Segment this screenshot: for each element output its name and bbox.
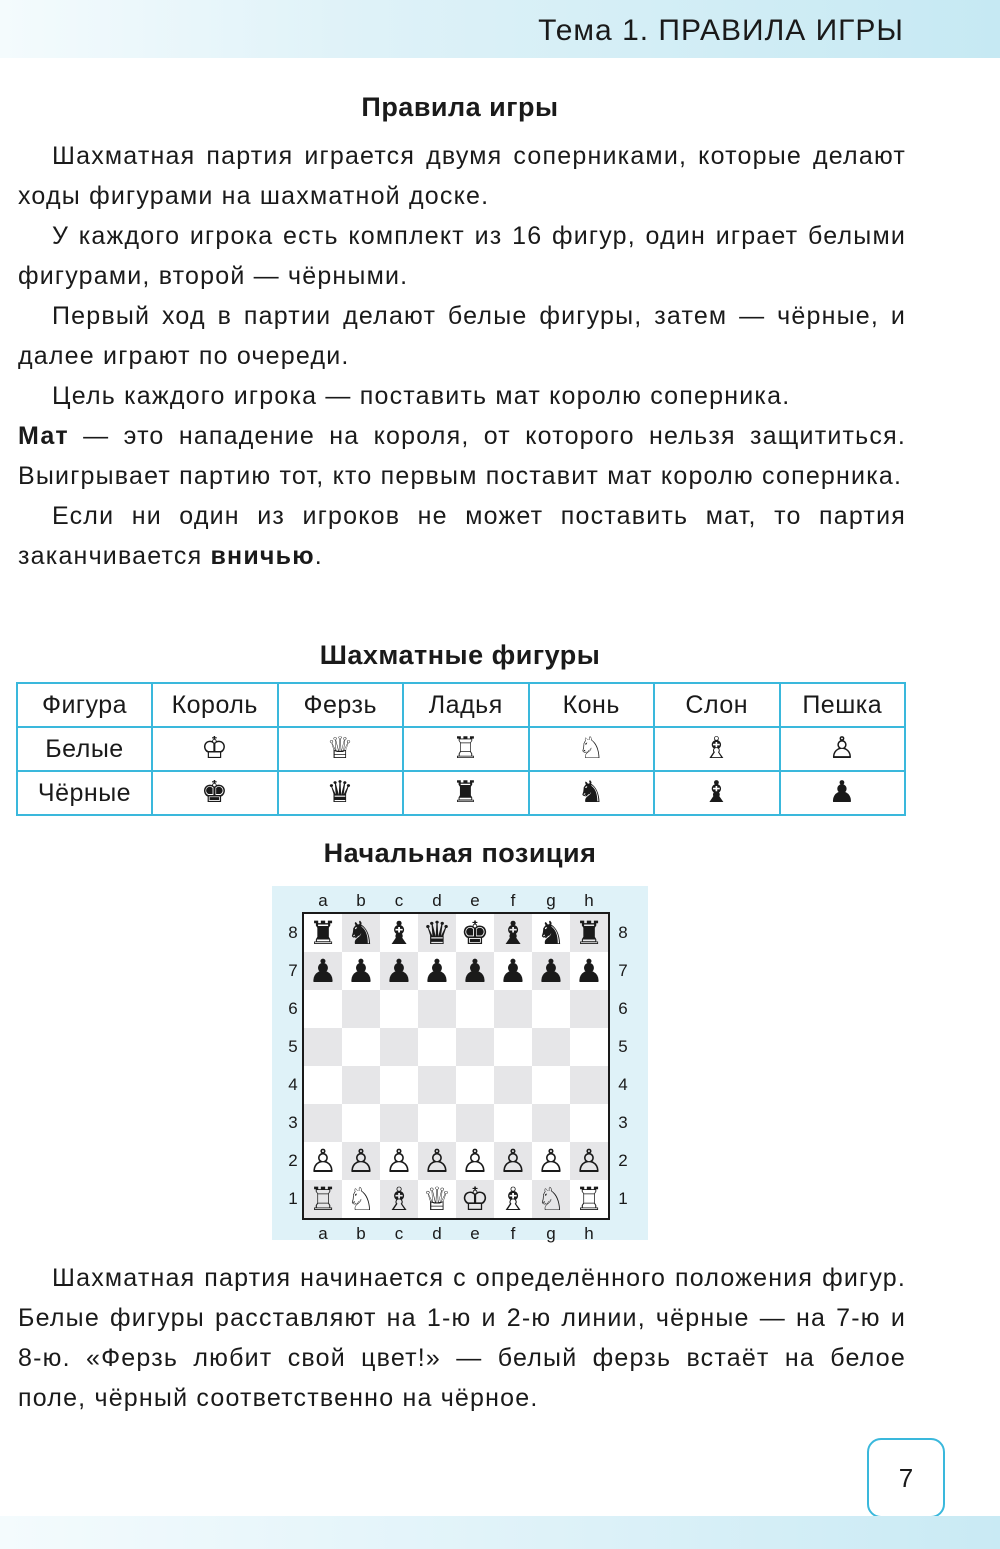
white-pieces-row [17,727,905,771]
rank-label-left: 1 [288,1189,298,1208]
square-h5 [570,1028,608,1066]
square-g1: ♘ [532,1180,570,1218]
square-a1: ♖ [304,1180,342,1218]
square-h4 [570,1066,608,1104]
square-c8: ♝ [384,914,414,952]
square-d7: ♟ [422,952,452,990]
square-e6 [456,990,494,1028]
white-king-icon: ♔ [152,727,278,771]
square-b3 [342,1104,380,1142]
black-knight-icon: ♞ [529,771,655,815]
square-d8: ♛ [418,914,456,952]
rank-label-right: 6 [618,999,628,1018]
square-f8: ♝ [494,914,532,952]
square-h3 [570,1104,608,1142]
rules-paragraph-4: Цель каждого игрока — поставить мат королю соперника. [52,382,791,410]
rules-heading: Правила игры [361,92,559,122]
file-label-bottom: e [470,1224,480,1243]
square-d3 [418,1104,456,1142]
square-f4 [494,1066,532,1104]
white-bishop-icon: ♗ [654,727,780,771]
square-f3 [494,1104,532,1142]
file-label-bottom: f [510,1224,516,1243]
rank-label-right: 8 [618,923,628,942]
rank-label-right: 4 [618,1075,628,1094]
col-header-rook: Ладья [403,683,529,727]
square-a8: ♜ [308,914,338,952]
square-b2: ♙ [342,1142,380,1180]
file-label-top: g [546,891,556,910]
square-h1: ♖ [574,1180,604,1218]
rank-label-left: 8 [288,923,298,942]
white-queen-icon: ♕ [278,727,404,771]
square-d6 [418,990,456,1028]
rank-label-left: 2 [288,1151,298,1170]
square-g3 [532,1104,570,1142]
square-g4 [532,1066,570,1104]
file-label-top: f [510,891,516,910]
square-e8: ♚ [460,914,490,952]
square-h8: ♜ [570,914,608,952]
square-a4 [304,1066,342,1104]
rank-label-left: 7 [288,961,298,980]
square-a6 [304,990,342,1028]
rank-label-right: 1 [618,1189,628,1208]
square-h6 [570,990,608,1028]
mate-term: Мат [18,422,69,450]
pieces-table [16,682,906,816]
square-e2: ♙ [460,1142,490,1180]
square-c3 [380,1104,418,1142]
closing-paragraph: Шахматная партия начинается с определённого положения фигур. Белые фигуры расставляют на 1-ю и 2-ю линии, чёрные — на 7-ю и 8-ю. «Ферзь любит свой цвет!» — белый ферзь встаёт на белое поле, чёрный соответственно на чёрное. [18,1264,906,1412]
start-position-heading: Начальная позиция [323,838,597,868]
square-g7: ♟ [532,952,570,990]
rules-paragraph-2: У каждого игрока есть комплект из 16 фигур, один играет белыми фигурами, второй — чёрными. [18,222,906,290]
col-header-knight: Конь [529,683,655,727]
square-f2: ♙ [494,1142,532,1180]
col-header-king: Король [152,683,278,727]
rules-paragraph-6 [18,496,906,576]
chapter-title: Тема 1. ПРАВИЛА ИГРЫ [538,14,904,47]
square-d2: ♙ [418,1142,456,1180]
rank-label-right: 2 [618,1151,628,1170]
square-c4 [380,1066,418,1104]
file-label-top: a [318,891,328,910]
square-e1: ♔ [456,1180,494,1218]
square-c1: ♗ [380,1180,418,1218]
chessboard-diagram [272,886,648,1243]
square-h2: ♙ [570,1142,608,1180]
black-pieces-row [17,771,905,815]
chessboard [302,912,610,1220]
square-c6 [380,990,418,1028]
square-c7: ♟ [380,952,418,990]
file-label-bottom: h [584,1224,594,1243]
square-d5 [418,1028,456,1066]
square-e7: ♟ [456,952,494,990]
square-a2: ♙ [308,1142,338,1180]
col-header-bishop: Слон [654,683,780,727]
file-label-top: d [432,891,442,910]
pieces-header-row [17,683,905,727]
file-label-top: e [470,891,480,910]
square-b8: ♞ [342,914,380,952]
rank-label-left: 5 [288,1037,298,1056]
black-pawn-icon: ♟ [780,771,906,815]
square-e3 [456,1104,494,1142]
square-f5 [494,1028,532,1066]
square-g2: ♙ [536,1142,566,1180]
white-rook-icon: ♖ [403,727,529,771]
rules-paragraph-5 [18,416,906,496]
square-b1: ♘ [346,1180,376,1218]
rank-label-left: 4 [288,1075,298,1094]
white-pawn-icon: ♙ [780,727,906,771]
square-c5 [380,1028,418,1066]
file-label-bottom: c [394,1224,404,1243]
mate-definition: — это нападение на короля, от которого нельзя защититься. Выигрывает партию тот, кто первым поставит мат королю соперника. [18,422,906,490]
square-f7: ♟ [498,952,528,990]
page-number: 7 [867,1438,945,1518]
square-g6 [532,990,570,1028]
square-d4 [418,1066,456,1104]
file-label-bottom: g [546,1224,556,1243]
col-header-pawn: Пешка [780,683,906,727]
rank-label-right: 7 [618,961,628,980]
file-label-top: c [394,891,404,910]
square-a5 [304,1028,342,1066]
header-band [0,0,1000,58]
footer-band [0,1516,1000,1549]
rank-label-left: 3 [288,1113,298,1132]
col-header-piece: Фигура [17,683,152,727]
file-label-bottom: d [432,1224,442,1243]
rules-text [18,136,906,576]
rules-paragraph-3: Первый ход в партии делают белые фигуры, затем — чёрные, и далее играют по очереди. [18,302,906,370]
draw-term: вничью [210,542,315,570]
square-g8: ♞ [536,914,566,952]
square-d1: ♕ [422,1180,452,1218]
rank-label-right: 5 [618,1037,628,1056]
file-label-bottom: b [356,1224,366,1243]
square-b4 [342,1066,380,1104]
rules-paragraph-1: Шахматная партия играется двумя соперниками, которые делают ходы фигурами на шахматной доске. [18,142,906,210]
rank-label-right: 3 [618,1113,628,1132]
square-e5 [456,1028,494,1066]
file-label-bottom: a [318,1224,328,1243]
col-header-queen: Ферзь [278,683,404,727]
black-label: Чёрные [17,771,152,815]
white-knight-icon: ♘ [529,727,655,771]
square-b6 [342,990,380,1028]
white-label: Белые [17,727,152,771]
black-king-icon: ♚ [152,771,278,815]
black-bishop-icon: ♝ [654,771,780,815]
pieces-heading: Шахматные фигуры [319,640,601,670]
black-queen-icon: ♛ [278,771,404,815]
square-c2: ♙ [384,1142,414,1180]
rank-label-left: 6 [288,999,298,1018]
square-a7: ♟ [304,952,342,990]
square-g5 [532,1028,570,1066]
file-label-top: h [584,891,594,910]
square-f6 [494,990,532,1028]
square-f1: ♗ [498,1180,528,1218]
file-label-top: b [356,891,366,910]
square-b5 [342,1028,380,1066]
square-e4 [456,1066,494,1104]
square-a3 [304,1104,342,1142]
square-h7: ♟ [574,952,604,990]
black-rook-icon: ♜ [403,771,529,815]
draw-text-start: Если ни один из игроков не может поставить мат, то партия заканчивается [18,502,906,570]
draw-text-end: . [314,542,323,570]
closing-text [18,1258,906,1418]
square-b7: ♟ [346,952,376,990]
